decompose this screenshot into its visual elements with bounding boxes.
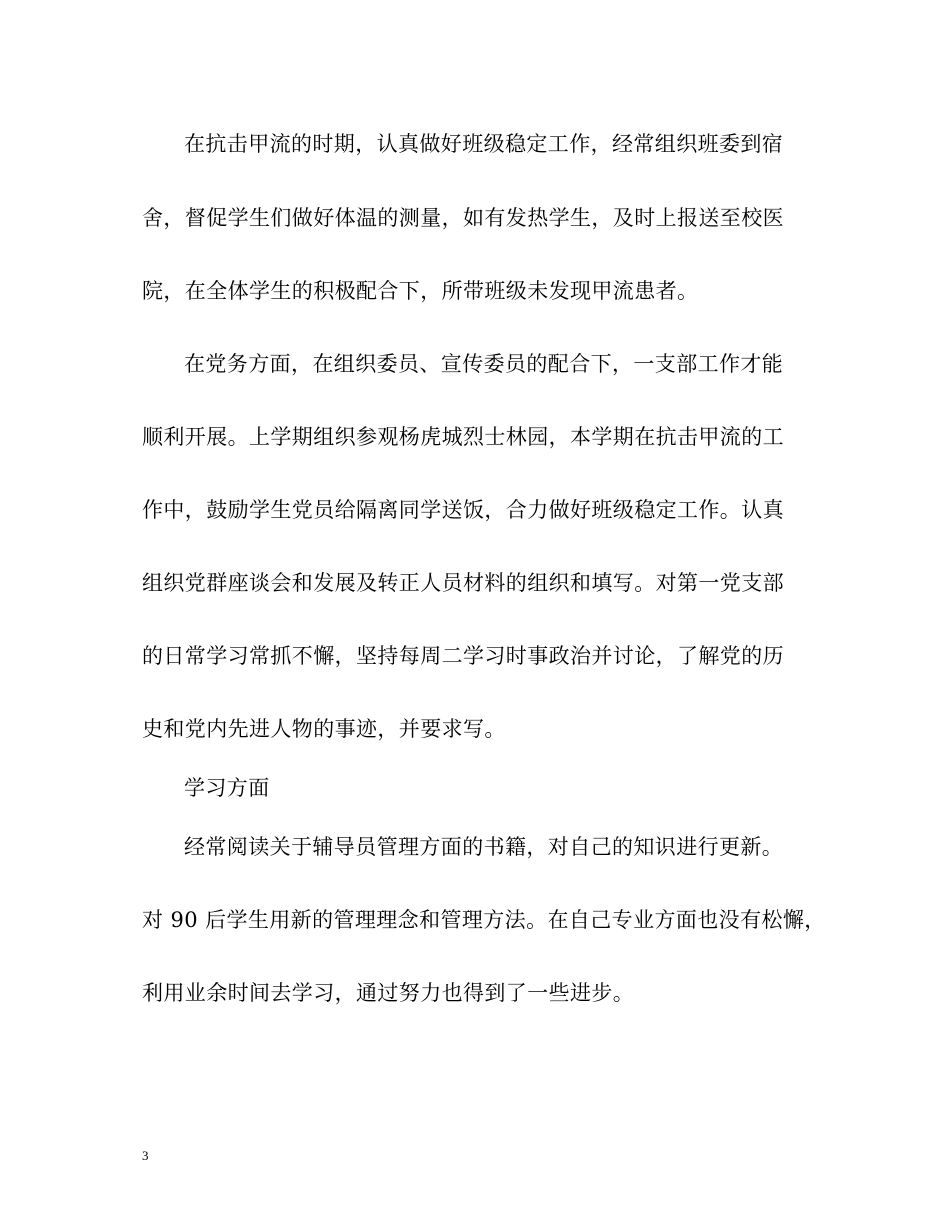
text-line: 史和党内先进人物的事迹，并要求写。: [142, 717, 506, 741]
text-line: 顺利开展。上学期组织参观杨虎城烈士林园，本学期在抗击甲流的工: [142, 425, 784, 449]
text-line: 的日常学习常抓不懈，坚持每周二学习时事政治并讨论，了解党的历: [142, 644, 784, 668]
text-line: 对 90 后学生用新的管理理念和管理方法。在自己专业方面也没有松懈，: [142, 908, 826, 932]
section-heading: 学习方面: [184, 776, 270, 800]
text-line: 作中，鼓励学生党员给隔离同学送饭，合力做好班级稳定工作。认真: [142, 498, 784, 522]
page-number: 3: [142, 1148, 149, 1163]
text-line: 经常阅读关于辅导员管理方面的书籍，对自己的知识进行更新。: [184, 835, 784, 859]
text-line: 在抗击甲流的时期，认真做好班级稳定工作，经常组织班委到宿: [184, 132, 784, 156]
text-line: 院，在全体学生的积极配合下，所带班级未发现甲流患者。: [142, 279, 699, 303]
text-line: 利用业余时间去学习，通过努力也得到了一些进步。: [142, 981, 635, 1005]
text-line: 组织党群座谈会和发展及转正人员材料的组织和填写。对第一党支部: [142, 571, 784, 595]
text-line: 舍，督促学生们做好体温的测量，如有发热学生，及时上报送至校医: [142, 206, 784, 230]
text-line: 在党务方面，在组织委员、宣传委员的配合下，一支部工作才能: [184, 352, 784, 376]
